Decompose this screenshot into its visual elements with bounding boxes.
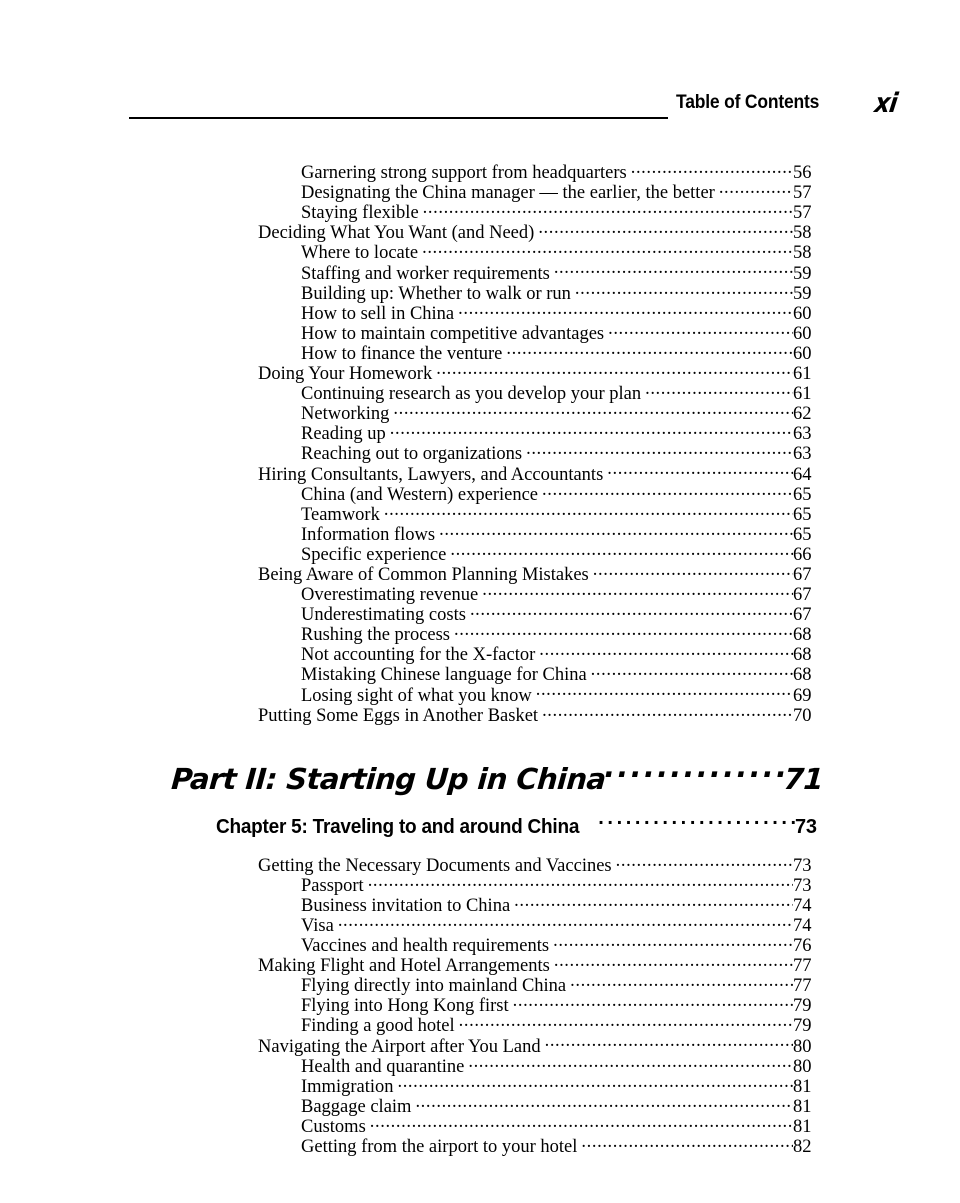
toc-entry-page: 73 (793, 875, 812, 896)
toc-entry-level-2[interactable] (0, 871, 960, 896)
dot-leader (436, 359, 793, 379)
toc-entry-title: Information flows (301, 524, 436, 545)
toc-entry-title: Health and quarantine (301, 1056, 465, 1077)
toc-entry-title: Passport (301, 875, 364, 896)
toc-entry-title: Losing sight of what you know (301, 685, 532, 706)
page-title: Table of Contents (676, 92, 820, 113)
toc-entry-title: Finding a good hotel (301, 1016, 455, 1037)
toc-entry-title: Vaccines and health requirements (301, 936, 550, 957)
dot-leader (554, 951, 793, 971)
dot-leader (370, 1112, 793, 1132)
toc-entry-level-1[interactable] (0, 1031, 960, 1057)
dot-leader (514, 891, 793, 911)
toc-entry-title: Immigration (301, 1076, 394, 1097)
toc-entry-level-2[interactable] (0, 891, 960, 916)
toc-entry-level-1[interactable] (0, 951, 960, 977)
dot-leader (458, 299, 793, 319)
toc-entry-level-2[interactable] (0, 1072, 960, 1097)
dot-leader (539, 640, 793, 660)
toc-entry-level-2[interactable] (0, 158, 960, 184)
dot-leader (368, 871, 793, 891)
toc-entry-page: 61 (793, 364, 812, 385)
toc-entry-level-2[interactable] (0, 258, 960, 284)
toc-entry-title: Designating the China manager — the earlier, the better (301, 183, 715, 204)
toc-entry-page: 58 (793, 243, 812, 264)
dot-leader (553, 931, 793, 951)
toc-entry-title: Baggage claim (301, 1096, 412, 1117)
toc-entry-page: 80 (793, 1056, 812, 1077)
toc-entry-title: Where to locate (301, 243, 419, 264)
toc-entry-page: 59 (793, 283, 812, 304)
toc-entry-level-2[interactable] (0, 1052, 960, 1077)
dot-leader (575, 279, 793, 299)
toc-entry-level-1[interactable] (0, 701, 960, 726)
toc-entry-title: Getting the Necessary Documents and Vaccines (258, 855, 612, 876)
toc-entry-page: 77 (793, 976, 812, 997)
toc-entry-level-2[interactable] (0, 640, 960, 666)
toc-entry-page: 63 (793, 444, 812, 465)
toc-entry-level-2[interactable] (0, 178, 960, 204)
toc-entry-title: Reaching out to organizations (301, 444, 523, 465)
toc-entry-level-2[interactable] (0, 500, 960, 525)
toc-entry-page: 64 (793, 464, 812, 485)
dot-leader (593, 560, 793, 580)
dot-leader (542, 480, 793, 500)
header-rule (129, 117, 668, 119)
toc-entry-title: Specific experience (301, 544, 447, 565)
toc-entry-title: How to maintain competitive advantages (301, 323, 605, 344)
dot-leader (459, 1011, 793, 1031)
toc-entry-title: Continuing research as you develop your plan (301, 384, 642, 405)
toc-entry-level-2[interactable] (0, 911, 960, 936)
dot-leader (482, 580, 793, 600)
dot-leader (645, 379, 793, 399)
dot-leader (526, 439, 793, 459)
dot-leader (513, 991, 793, 1011)
toc-entry-title: Overestimating revenue (301, 585, 479, 606)
dot-leader (454, 620, 793, 640)
dot-leader (604, 749, 784, 789)
dot-leader (598, 805, 795, 833)
toc-entry-level-2[interactable] (0, 1011, 960, 1037)
toc-entry-page: 57 (793, 183, 812, 204)
toc-entry-title: Staffing and worker requirements (301, 263, 550, 284)
toc-entry-level-2[interactable] (0, 1112, 960, 1137)
toc-entry-title: How to sell in China (301, 303, 455, 324)
dot-leader (616, 851, 793, 871)
toc-entry-page: 81 (793, 1076, 812, 1097)
toc-entry-list-top (0, 158, 960, 726)
toc-entry-page: 68 (793, 645, 812, 666)
toc-entry-page: 65 (793, 524, 812, 545)
toc-entry-page: 68 (793, 665, 812, 686)
dot-leader (393, 399, 793, 419)
toc-entry-title: Teamwork (301, 504, 380, 525)
toc-entry-level-2[interactable] (0, 680, 960, 706)
toc-part-page: 71 (782, 761, 825, 796)
dot-leader (631, 158, 793, 178)
dot-leader (384, 500, 793, 520)
toc-entry-title: Getting from the airport to your hotel (301, 1137, 578, 1158)
dot-leader (542, 701, 793, 721)
toc-entry-page: 79 (793, 996, 812, 1017)
toc-entry-level-2[interactable] (0, 238, 960, 264)
dot-leader (450, 540, 793, 560)
toc-entry-title: Flying into Hong Kong first (301, 996, 509, 1017)
dot-leader (536, 680, 793, 700)
toc-entry-page: 81 (793, 1116, 812, 1137)
toc-entry-title: How to finance the venture (301, 343, 503, 364)
dot-leader (545, 1031, 793, 1051)
toc-entry-level-1[interactable] (0, 851, 960, 876)
toc-entry-title: Business invitation to China (301, 895, 511, 916)
toc-entry-title: Rushing the process (301, 625, 451, 646)
toc-entry-title: Deciding What You Want (and Need) (258, 223, 535, 244)
toc-entry-page: 79 (793, 1016, 812, 1037)
dot-leader (397, 1072, 793, 1092)
dot-leader (506, 339, 793, 359)
toc-entry-page: 82 (793, 1137, 812, 1158)
dot-leader (607, 459, 793, 479)
toc-entry-page: 77 (793, 956, 812, 977)
toc-entry-title: Reading up (301, 424, 386, 445)
toc-entry-page: 68 (793, 625, 812, 646)
toc-entry-level-2[interactable] (0, 399, 960, 425)
toc-entry-level-1[interactable] (0, 359, 960, 385)
dot-leader (468, 1052, 793, 1072)
toc-entry-title: China (and Western) experience (301, 484, 539, 505)
toc-entry-title: Customs (301, 1116, 366, 1137)
toc-entry-title: Staying flexible (301, 203, 419, 224)
dot-leader (719, 178, 793, 198)
dot-leader (415, 1092, 793, 1112)
toc-entry-title: Visa (301, 916, 334, 936)
toc-entry-title: Flying directly into mainland China (301, 976, 567, 997)
dot-leader (423, 198, 793, 218)
toc-entry-page: 60 (793, 323, 812, 344)
toc-entry-page: 76 (793, 936, 812, 957)
toc-entry-level-2[interactable] (0, 279, 960, 304)
toc-entry-title: Navigating the Airport after You Land (258, 1036, 541, 1057)
toc-entry-title: Making Flight and Hotel Arrangements (258, 956, 550, 977)
toc-entry-page: 67 (793, 585, 812, 606)
toc-entry-level-2[interactable] (0, 299, 960, 324)
toc-entry-title: Hiring Consultants, Lawyers, and Accountants (258, 464, 604, 485)
toc-entry-title: Putting Some Eggs in Another Basket (258, 705, 539, 726)
toc-entry-page: 67 (793, 605, 812, 626)
dot-leader (608, 319, 793, 339)
toc-chapter-heading[interactable] (0, 805, 960, 838)
dot-leader (422, 238, 793, 258)
dot-leader (338, 911, 793, 931)
toc-entry-page: 60 (793, 343, 812, 364)
toc-entry-title: Networking (301, 404, 390, 425)
toc-entry-level-2[interactable] (0, 419, 960, 445)
toc-entry-page: 67 (793, 564, 812, 585)
toc-entry-level-2[interactable] (0, 1092, 960, 1117)
toc-entry-page: 70 (793, 705, 812, 726)
toc-entry-page: 58 (793, 223, 812, 244)
toc-entry-level-2[interactable] (0, 339, 960, 364)
dot-leader (554, 258, 793, 278)
toc-entry-level-2[interactable] (0, 439, 960, 465)
toc-part-title: Part II: Starting Up in China (170, 761, 607, 796)
dot-leader (570, 971, 793, 991)
dot-leader (470, 600, 793, 620)
toc-entry-page: 80 (793, 1036, 812, 1057)
toc-entry-level-2[interactable] (0, 520, 960, 545)
toc-entry-title: Underestimating costs (301, 605, 466, 626)
dot-leader (390, 419, 793, 439)
table-of-contents (0, 158, 960, 1158)
toc-entry-title: Doing Your Homework (258, 364, 433, 385)
toc-entry-title: Garnering strong support from headquarters (301, 163, 627, 184)
toc-part-heading[interactable] (0, 749, 960, 796)
toc-entry-level-2[interactable] (0, 620, 960, 646)
toc-entry-level-1[interactable] (0, 218, 960, 244)
toc-entry-page: 73 (793, 855, 812, 876)
toc-entry-page: 56 (793, 163, 812, 184)
toc-entry-page: 65 (793, 504, 812, 525)
toc-entry-title: Not accounting for the X-factor (301, 645, 536, 666)
toc-entry-page: 69 (793, 685, 812, 706)
toc-entry-page: 74 (793, 916, 812, 936)
page-number-folio: xi (872, 88, 899, 119)
toc-chapter-page: 73 (795, 815, 817, 838)
toc-entry-level-2[interactable] (0, 600, 960, 626)
toc-entry-level-1[interactable] (0, 459, 960, 485)
toc-entry-level-2[interactable] (0, 379, 960, 405)
toc-entry-page: 59 (793, 263, 812, 284)
toc-entry-level-1[interactable] (0, 560, 960, 585)
toc-entry-level-2[interactable] (0, 198, 960, 224)
toc-entry-page: 66 (793, 544, 812, 565)
toc-entry-page: 60 (793, 303, 812, 324)
toc-entry-page: 65 (793, 484, 812, 505)
toc-entry-level-2[interactable] (0, 931, 960, 957)
dot-leader (439, 520, 793, 540)
toc-entry-level-2[interactable] (0, 319, 960, 344)
toc-entry-level-2[interactable] (0, 660, 960, 686)
dot-leader (591, 660, 793, 680)
toc-entry-page: 63 (793, 424, 812, 445)
toc-entry-page: 74 (793, 895, 812, 916)
page-header (0, 88, 960, 132)
toc-entry-level-2[interactable] (0, 480, 960, 505)
dot-leader (538, 218, 793, 238)
toc-entry-level-2[interactable] (0, 1132, 960, 1158)
toc-entry-page: 81 (793, 1096, 812, 1117)
toc-entry-title: Building up: Whether to walk or run (301, 283, 571, 304)
dot-leader (581, 1132, 793, 1152)
toc-entry-level-2[interactable] (0, 971, 960, 997)
toc-chapter-title: Chapter 5: Traveling to and around China (216, 815, 580, 838)
toc-entry-title: Mistaking Chinese language for China (301, 665, 587, 686)
toc-entry-list-bottom (0, 851, 960, 1158)
toc-entry-level-2[interactable] (0, 580, 960, 606)
toc-entry-title: Being Aware of Common Planning Mistakes (258, 564, 589, 585)
toc-entry-level-2[interactable] (0, 540, 960, 565)
toc-entry-page: 62 (793, 404, 812, 425)
toc-entry-page: 57 (793, 203, 812, 224)
toc-entry-level-2[interactable] (0, 991, 960, 1017)
toc-entry-page: 61 (793, 384, 812, 405)
